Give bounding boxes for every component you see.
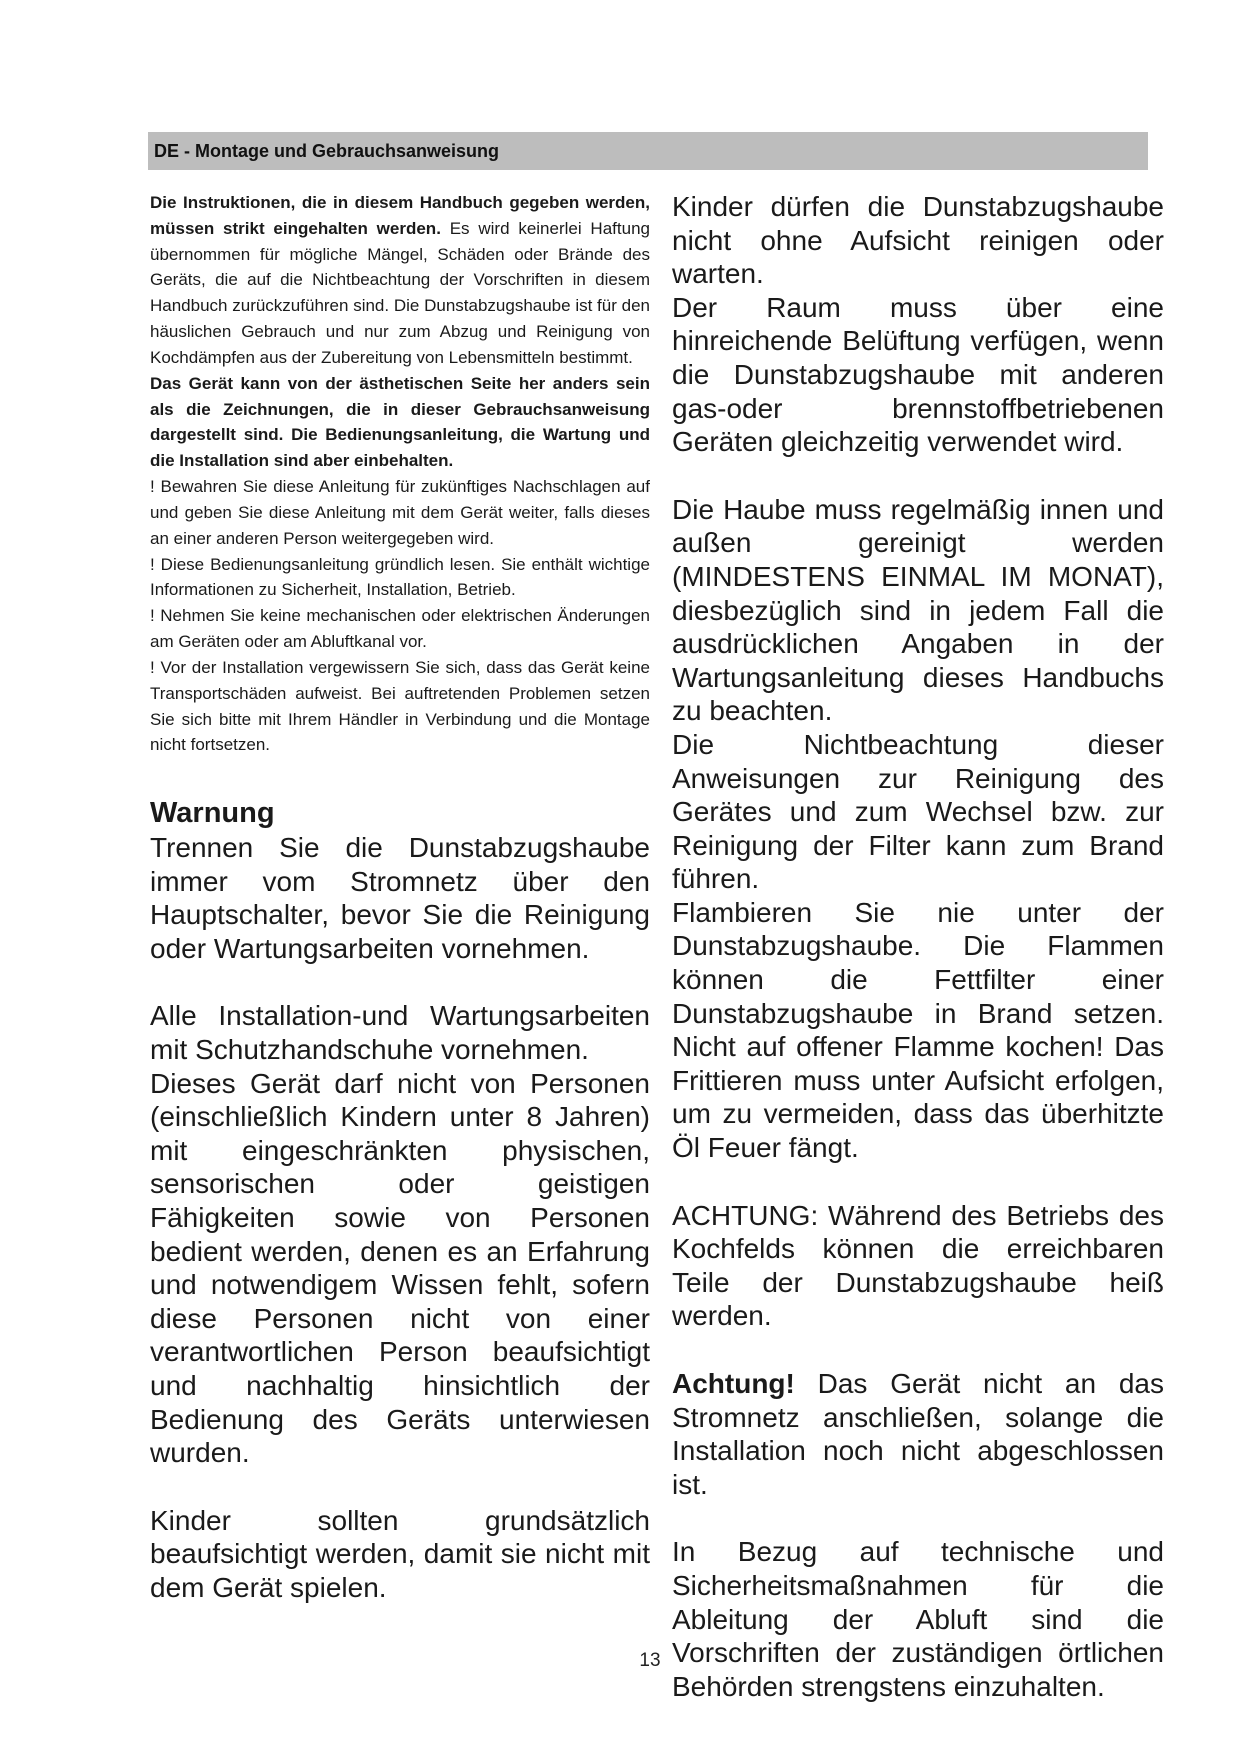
warning-heading: Warnung bbox=[150, 797, 275, 830]
warning-block bbox=[150, 831, 650, 1604]
note-item: ! Vor der Installation vergewissern Sie sich, dass das Gerät keine Transportschäden aufweist. Bei auftretenden Problemen setzen Sie sich bitte mit Ihrem Händler in Verbindung und die Montage nicht fortsetzen. bbox=[150, 657, 650, 755]
attention-label: Achtung! bbox=[672, 1368, 795, 1399]
section-header-title: DE - Montage und Gebrauchsanweisung bbox=[154, 141, 500, 161]
cleaning-text: Die Haube muss regelmäßig innen und außen gereinigt werden (MINDESTENS EINMAL IM MONAT), diesbezüglich sind in jedem Fall die ausdrücklichen Angaben in der Wartungsanleitung dieses Handbuchs zu beachten. bbox=[672, 493, 1164, 727]
page-number: 13 bbox=[639, 1650, 661, 1671]
ventilation-text: Der Raum muss über eine hinreichende Belüftung verfügen, wenn die Dunstabzugshaube mit anderen gas-oder brennstoffbetriebenen Geräten gleichzeitig verwendet wird. bbox=[672, 291, 1164, 458]
gloves-text: Alle Installation-und Wartungsarbeiten mit Schutzhandschuhe vornehmen. bbox=[150, 1000, 650, 1065]
section-header bbox=[148, 132, 1148, 170]
right-text-block bbox=[672, 190, 1164, 1703]
children-supervision-text: Kinder sollten grundsätzlich beaufsichtigt werden, damit sie nicht mit dem Gerät spielen. bbox=[150, 1504, 650, 1603]
fire-risk-text: Die Nichtbeachtung dieser Anweisungen zur Reinigung des Gerätes und zum Wechsel bzw. zur Reinigung der Filter kann zum Brand führen. bbox=[672, 728, 1164, 895]
children-cleaning-text: Kinder dürfen die Dunstabzugshaube nicht ohne Aufsicht reinigen oder warten. bbox=[672, 191, 1164, 290]
hot-parts-text: ACHTUNG: Während des Betriebs des Kochfelds können die erreichbaren Teile der Dunstabzugshaube heiß werden. bbox=[672, 1199, 1164, 1332]
intro-block bbox=[150, 190, 650, 758]
note-item: ! Diese Bedienungsanleitung gründlich lesen. Sie enthält wichtige Informationen zu Sicherheit, Installation, Betrieb. bbox=[150, 554, 650, 600]
note-item: ! Nehmen Sie keine mechanischen oder elektrischen Änderungen am Geräten oder am Abluftkanal vor. bbox=[150, 606, 650, 652]
left-column bbox=[150, 190, 650, 1604]
intro-bold-text: Die Instruktionen, die in diesem Handbuch gegeben werden, müssen strikt eingehalten werden. bbox=[150, 193, 650, 238]
intro-rest-text: Es wird keinerlei Haftung übernommen für mögliche Mängel, Schäden oder Brände des Geräts, die auf die Nichtbeachtung der Vorschriften in diesem Handbuch zurückzuführen sind. Die Dunstabzugshaube ist für den häuslichen Gebrauch und nur zum Abzug und Reinigung von Kochdämpfen aus der Zubereitung von Lebensmitteln bestimmt. bbox=[150, 218, 650, 367]
regulations-text: In Bezug auf technische und Sicherheitsmaßnahmen für die Ableitung der Abluft sind die Vorschriften der zuständigen örtlichen Behörden strengstens einzuhalten. bbox=[672, 1536, 1164, 1702]
right-column bbox=[672, 190, 1164, 1703]
persons-text: Dieses Gerät darf nicht von Personen (einschließlich Kindern unter 8 Jahren) mit eingeschränkten physischen, sensorischen oder geistigen Fähigkeiten sowie von Personen bedient werden, denen es an Erfahrung und notwendigem Wissen fehlt, sofern diese Personen nicht von einer verantwortlichen Person beaufsichtigt und nachhaltig hinsichtlich der Bedienung des Geräts unterwiesen wurden. bbox=[150, 1067, 650, 1469]
aesthetic-note: Das Gerät kann von der ästhetischen Seite her anders sein als die Zeichnungen, die in dieser Gebrauchsanweisung dargestellt sind. Die Bedienungsanleitung, die Wartung und die Installation sind aber einbehalten. bbox=[150, 373, 650, 471]
note-item: ! Bewahren Sie diese Anleitung für zukünftiges Nachschlagen auf und geben Sie diese Anleitung mit dem Gerät weiter, falls dieses an einer anderen Person weitergegeben wird. bbox=[150, 477, 650, 548]
warning-text: Trennen Sie die Dunstabzugshaube immer vom Stromnetz über den Hauptschalter, bevor Sie die Reinigung oder Wartungsarbeiten vornehmen. bbox=[150, 832, 650, 964]
attention-text: Das Gerät nicht an das Stromnetz anschließen, solange die Installation noch nicht abgeschlossen ist. bbox=[672, 1368, 1164, 1500]
flambe-text: Flambieren Sie nie unter der Dunstabzugshaube. Die Flammen können die Fettfilter einer Dunstabzugshaube in Brand setzen. Nicht auf offener Flamme kochen! Das Frittieren muss unter Aufsicht erfolgen, um zu vermeiden, dass das überhitzte Öl Feuer fängt. bbox=[672, 896, 1164, 1164]
intro-paragraph bbox=[150, 190, 650, 371]
attention-paragraph bbox=[672, 1367, 1164, 1501]
